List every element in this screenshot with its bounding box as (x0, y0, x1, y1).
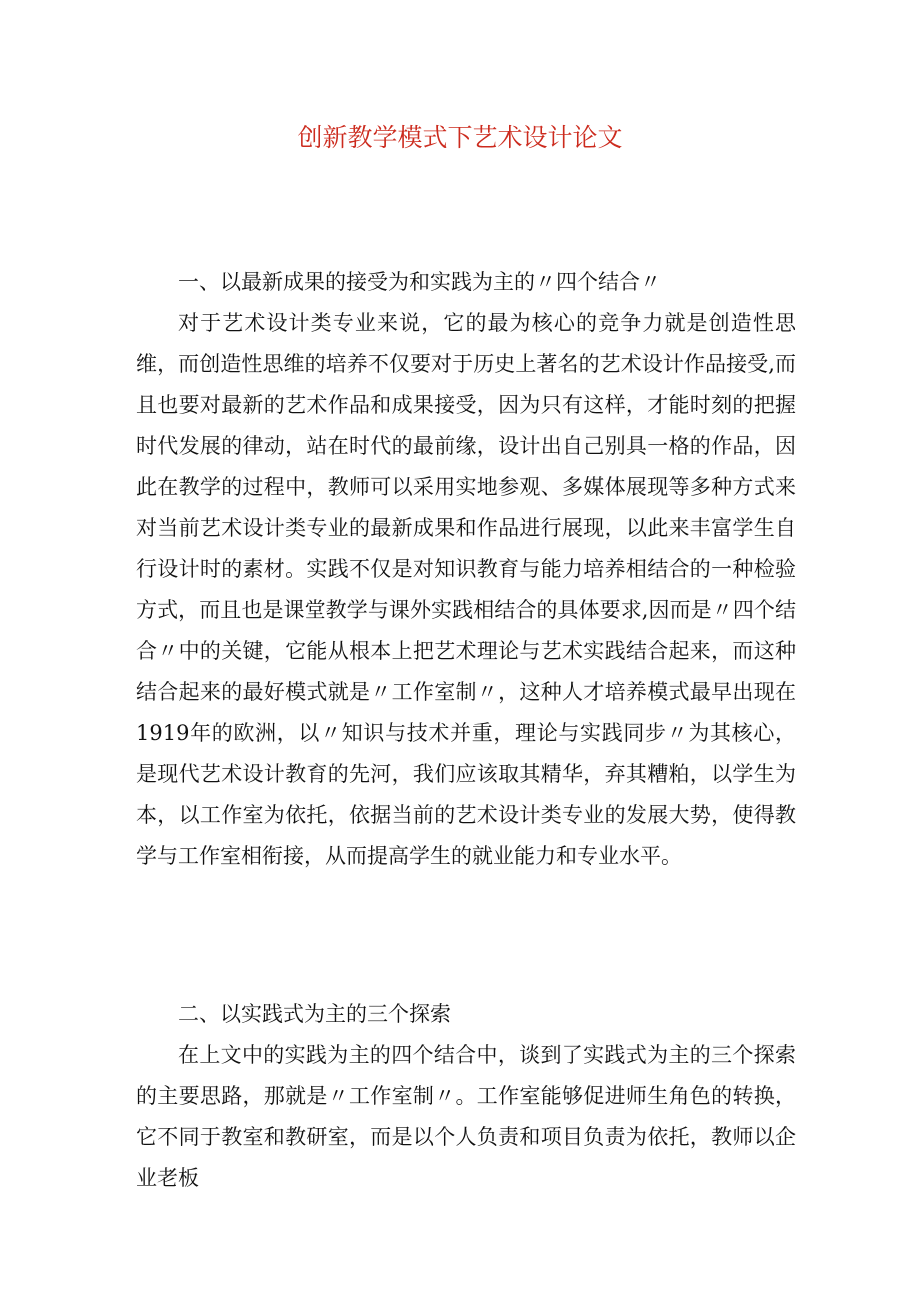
section-1-paragraph: 对于艺术设计类专业来说，它的最为核心的竞争力就是创造性思维，而创造性思维的培养不仅要对于历史上著名的艺术设计作品接受,而且也要对最新的艺术作品和成果接受，因为只有这样，才能时刻的把握时代发展的律动，站在时代的最前缘，设计出自己别具一格的作品，因此在教学的过程中，教师可以采用实地参观、多媒体展现等多种方式来对当前艺术设计类专业的最新成果和作品进行展现，以此来丰富学生自行设计时的素材。实践不仅是对知识教育与能力培养相结合的一种检验方式，而且也是课堂教学与课外实践相结合的具体要求,因而是〃四个结合〃中的关键，它能从根本上把艺术理论与艺术实践结合起来，而这种结合起来的最好模式就是〃工作室制〃，这种人才培养模式最早出现在1919年的欧洲，以〃知识与技术并重，理论与实践同步〃为其核心，是现代艺术设计教育的先河，我们应该取其精华，弃其糟粕，以学生为本，以工作室为依托，依据当前的艺术设计类专业的发展大势，使得教学与工作室相衔接，从而提高学生的就业能力和专业水平。 (136, 311, 796, 868)
section-1-heading-block (136, 262, 796, 303)
section-2-body (136, 1035, 796, 1199)
section-2-paragraph: 在上文中的实践为主的四个结合中，谈到了实践式为主的三个探索的主要思路，那就是〃工作室制〃。工作室能够促进师生角色的转换，它不同于教室和教研室，而是以个人负责和项目负责为依托，教师以企业老板 (136, 1043, 796, 1190)
section-2-heading-block (136, 994, 796, 1035)
document-title: 创新教学模式下艺术设计论文 (297, 123, 623, 152)
section-1-heading: 一、以最新成果的接受为和实践为主的〃四个结合〃 (178, 270, 661, 294)
section-2-heading: 二、以实践式为主的三个探索 (178, 1002, 451, 1026)
section-1-body (136, 303, 796, 877)
